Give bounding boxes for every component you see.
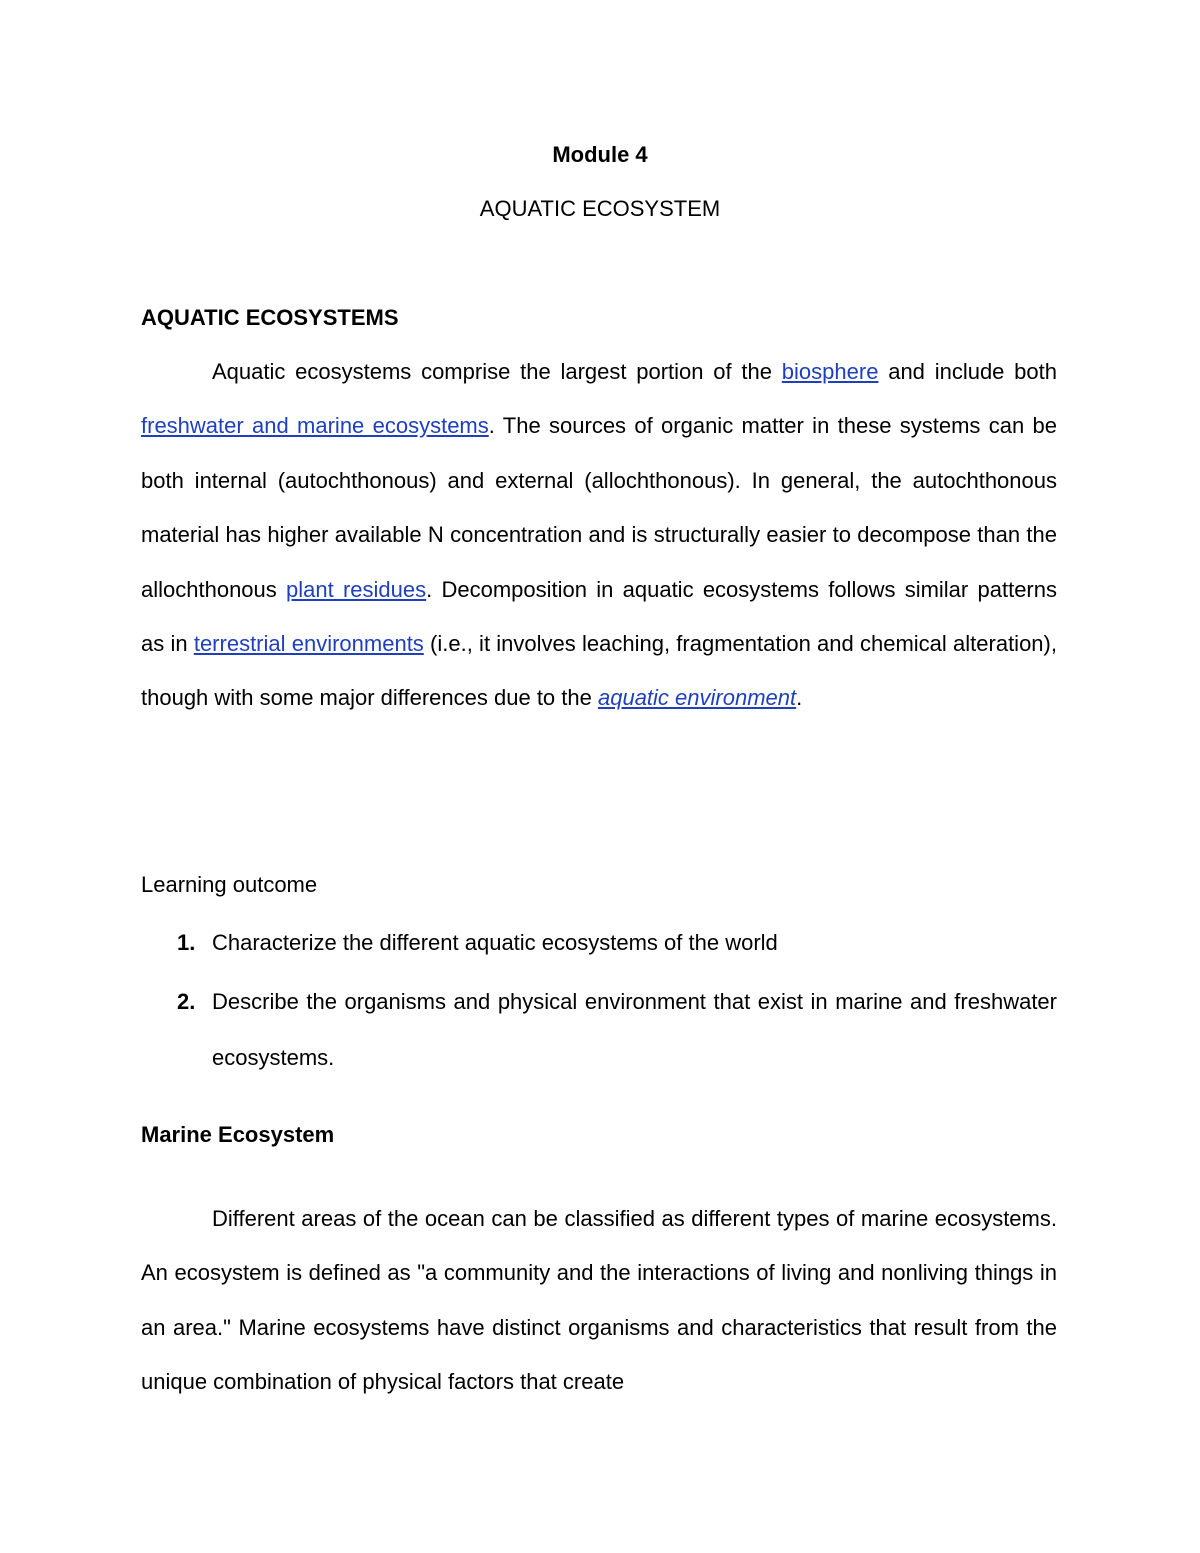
link-plant-residues[interactable]: plant residues — [286, 576, 427, 602]
list-item — [141, 974, 1057, 1086]
link-biosphere[interactable]: biosphere — [781, 359, 879, 384]
learning-outcome-list — [141, 915, 1057, 1089]
paragraph-text: Aquatic ecosystems comprise the largest portion of the — [212, 359, 782, 384]
paragraph-text: . Decomposition in aquatic ecosystems follows similar patterns as in — [141, 576, 1057, 657]
section-heading-aquatic: AQUATIC ECOSYSTEMS — [141, 305, 399, 330]
link-terrestrial-environments[interactable]: terrestrial environments — [193, 631, 424, 657]
module-subtitle: AQUATIC ECOSYSTEM — [479, 196, 721, 221]
link-aquatic-environment[interactable]: aquatic environment — [597, 685, 797, 711]
module-title: Module 4 — [552, 142, 648, 167]
list-item — [141, 915, 1057, 971]
list-item-number: 1. — [177, 930, 196, 955]
paragraph-text: . — [796, 685, 803, 711]
paragraph-text: . The sources of organic matter in these systems can be both internal (autochthonous) and external (allochthonous). In general, the autochthonous material has higher available N concentration and is structurally easier to decompose than the allochthonous — [141, 413, 1058, 602]
link-freshwater-marine-ecosystems[interactable]: freshwater and marine ecosystems — [141, 413, 489, 439]
list-item-text: Describe the organisms and physical environment that exist in marine and freshwater ecosystems. — [212, 989, 1057, 1070]
paragraph-text: (i.e., it involves leaching, fragmentation and chemical alteration), though with some major differences due to the — [141, 631, 1057, 711]
paragraph-aquatic-ecosystems — [141, 345, 1057, 726]
section-heading-marine: Marine Ecosystem — [141, 1122, 335, 1147]
list-item-text: Characterize the different aquatic ecosystems of the world — [212, 930, 778, 955]
paragraph-text: and include both — [878, 359, 1058, 384]
paragraph-marine-ecosystem: Different areas of the ocean can be classified as different types of marine ecosystems. An ecosystem is defined as "a community and the interactions of living and nonliving things in an area." Marine ecosystems have distinct organisms and characteristics that result from the unique combination of physical factors that create — [141, 1206, 1057, 1395]
learning-outcome-label: Learning outcome — [141, 872, 318, 897]
list-item-number: 2. — [177, 989, 196, 1014]
